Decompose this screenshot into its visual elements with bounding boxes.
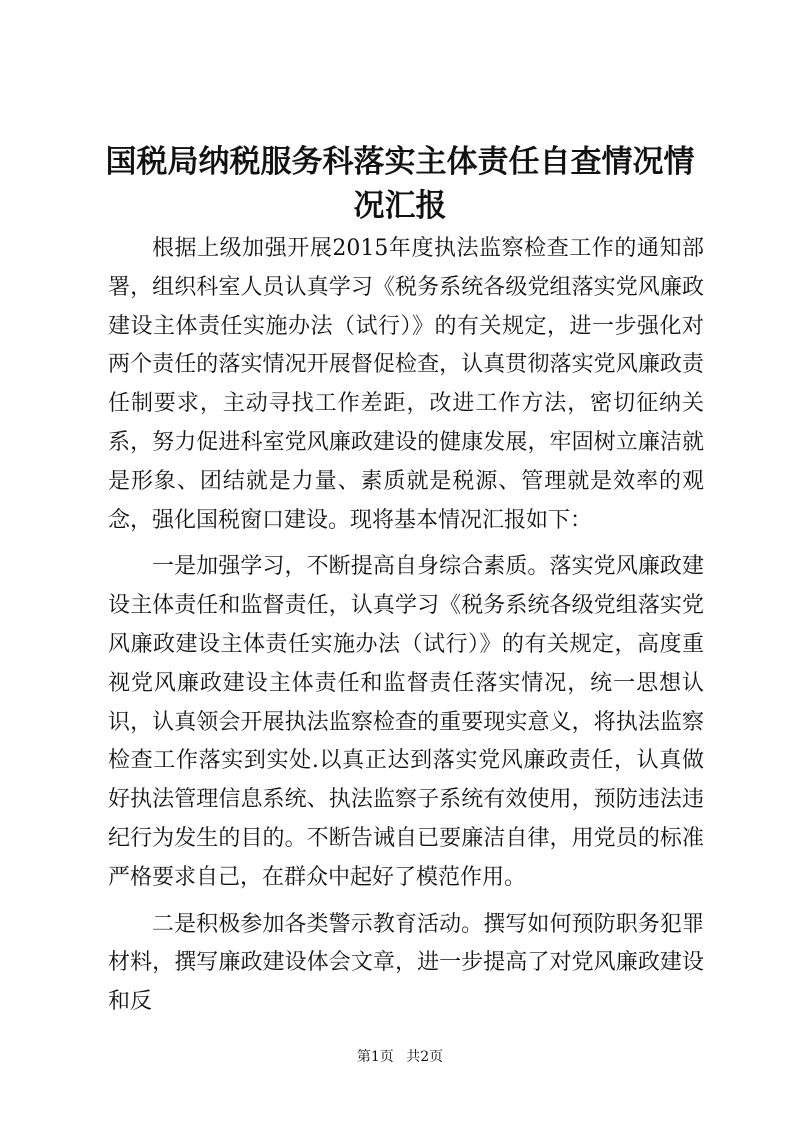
- document-body: [108, 230, 704, 1022]
- document-title: 国税局纳税服务科落实主体责任自查情况情况汇报: [105, 144, 695, 224]
- paragraph-point-two: 二是积极参加各类警示教育活动。撰写如何预防职务犯罪材料，撰写廉政建设体会文章，进一步提高了对党风廉政建设和反: [108, 911, 704, 1015]
- page-footer: [0, 1047, 800, 1067]
- paragraph-point-one: 一是加强学习，不断提高自身综合素质。落实党风廉政建设主体责任和监督责任，认真学习《税务系统各级党组落实党风廉政建设主体责任实施办法（试行）》的有关规定，高度重视党风廉政建设主体责任和监督责任落实情况，统一思想认识，认真领会开展执法监察检查的重要现实意义，将执法监察检查工作落实到实处.以真正达到落实党风廉政责任，认真做好执法管理信息系统、执法监察子系统有效使用，预防违法违纪行为发生的目的。不断告诫自已要廉洁自律，用党员的标准严格要求自己，在群众中起好了模范作用。: [108, 554, 704, 890]
- page-number: 第1页: [356, 1049, 394, 1065]
- paragraph-intro: 根据上级加强开展2015年度执法监察检查工作的通知部署，组织科室人员认真学习《税务系统各级党组落实党风廉政建设主体责任实施办法（试行）》的有关规定，进一步强化对两个责任的落实情况开展督促检查，认真贯彻落实党风廉政责任制要求，主动寻找工作差距，改进工作方法，密切征纳关系，努力促进科室党风廉政建设的健康发展，牢固树立廉洁就是形象、团结就是力量、素质就是税源、管理就是效率的观念，强化国税窗口建设。现将基本情况汇报如下：: [108, 236, 704, 533]
- page-total: 共2页: [406, 1049, 444, 1065]
